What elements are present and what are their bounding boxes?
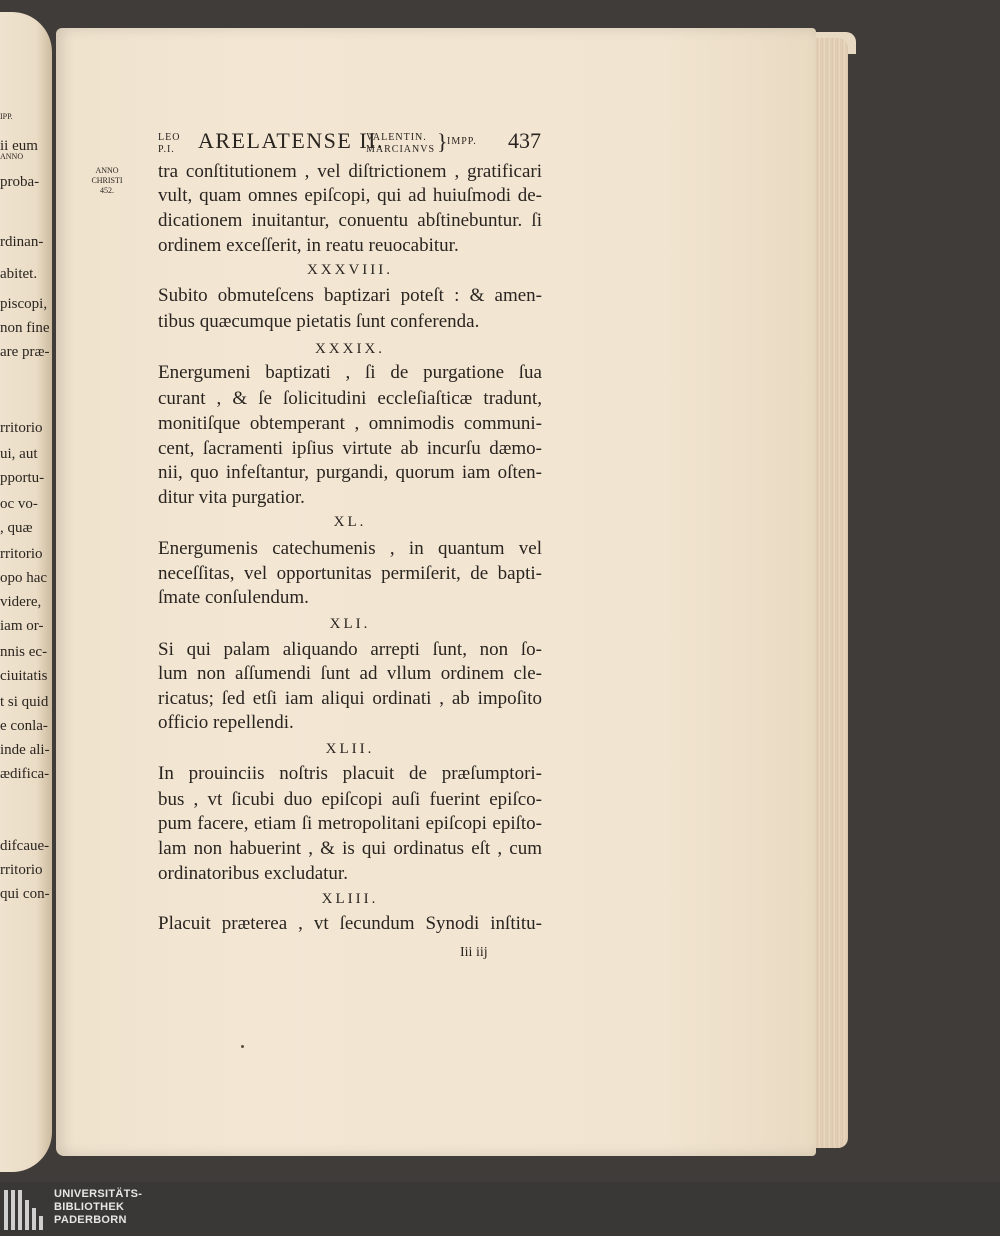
text-line: Energumeni baptizati , ſi de purgatione ſua [158,362,542,383]
text-line: officio repellendi. [158,712,294,733]
text-line: lam non habuerint , & is qui ordinatus eſt , cum [158,838,542,859]
header-brace: } [437,129,448,154]
left-page-text-fragment: ui, aut [0,446,38,462]
header-emperors [366,132,435,156]
left-page-text-fragment: ii eum [0,138,38,154]
paper-speck [241,1045,244,1048]
left-page-text-fragment: inde ali- [0,742,50,758]
header-leo: LEO [158,132,181,143]
text-line: dicationem inuitantur, conuentu abſtinebuntur. ſi [158,210,542,231]
left-page-text-fragment: ædifica- [0,766,50,782]
text-line: In prouinciis noſtris placuit de præſumptori- [158,763,542,784]
signature-mark: Iii iij [460,945,488,960]
library-logo-icon [4,1190,50,1230]
footer-bar [0,1182,1000,1236]
text-line: Energumenis catechumenis , in quantum vel [158,538,542,559]
left-page-text-fragment: oc vo- [0,496,38,512]
library-name [54,1188,142,1227]
left-page-text-fragment: non fine [0,320,50,336]
canon-number-heading: XL. [333,514,367,530]
left-page-text-fragment: IPP. [0,112,13,121]
left-page-text-fragment: difcaue- [0,838,50,854]
left-page-text-fragment: videre, [0,594,42,610]
header-pi: P.I. [158,144,175,155]
text-line: pum facere, etiam ſi metropolitani epiſcopi epiſto- [158,813,542,834]
left-page-text-fragment: rritorio [0,420,43,436]
running-header [158,128,542,158]
text-line: cent, ſacramenti ipſius virtute ab incurſu dæmo- [158,438,542,459]
page-number: 437 [508,128,541,153]
left-page-text-fragment: pportu- [0,470,45,486]
left-page-text-fragment: piscopi, [0,296,48,312]
margin-note-anno: ANNO [95,166,119,175]
margin-note-year [84,166,130,196]
left-page-text-fragment: qui con- [0,886,50,902]
text-line: Si qui palam aliquando arrepti ſunt, non ſo- [158,639,542,660]
left-page-text-fragment: rritorio [0,862,43,878]
left-page-fragment [0,12,52,1172]
text-line: Subito obmuteſcens baptizari poteſt : & amen- [158,285,542,306]
text-line: Placuit præterea , vt ſecundum Synodi inſtitu- [158,913,542,934]
left-page-text-fragment: ANNO [0,152,24,161]
header-impp: IMPP. [447,136,477,147]
left-page-text-fragment: opo hac [0,570,48,586]
text-line: monitiſque obtemperant , omnimodis communi- [158,413,542,434]
left-page-text-fragment: , quæ [0,520,33,536]
margin-note-christi: CHRISTI [91,176,123,185]
text-line: lum non aſſumendi ſunt ad vllum ordinem cle- [158,663,542,684]
library-name-line1: UNIVERSITÄTS- [54,1188,143,1200]
canon-number-heading: XLI. [329,616,371,632]
text-line: ordinatoribus excludatur. [158,863,348,884]
header-marcianus: MARCIANVS [366,144,436,155]
left-page-text-fragment: e conla- [0,718,48,734]
header-council-title: ARELATENSE II. [198,128,384,153]
text-line: ordinem exceſſerit, in reatu reuocabitur. [158,235,459,256]
left-page-text-fragment: abitet. [0,266,38,282]
text-line: vult, quam omnes epiſcopi, qui ad huiuſmodi de- [158,185,542,206]
library-name-line2: BIBLIOTHEK [54,1201,125,1213]
canon-number-heading: XXXIX. [314,341,386,357]
left-page-text-fragment: iam or- [0,618,44,634]
text-line: neceſſitas, vel opportunitas permiſerit, de bapti- [158,563,542,584]
text-line: tibus quæcumque pietatis ſunt conferenda. [158,311,480,332]
text-line: ditur vita purgatior. [158,487,305,508]
header-pope [158,132,180,156]
left-page-text-fragment: ciuitatis [0,668,48,684]
text-line: bus , vt ſicubi duo epiſcopi auſi fuerint epiſco- [158,789,542,810]
canon-number-heading: XXXVIII. [306,262,394,278]
text-line: ricatus; ſed etſi iam aliqui ordinati , ab impoſito [158,688,542,709]
left-page-text-fragment: are præ- [0,344,50,360]
header-valentin: VALENTIN. [366,132,427,143]
left-page-text-fragment: t si quid [0,694,49,710]
canon-number-heading: XLIII. [321,891,379,907]
left-page-text-fragment: nnis ec- [0,644,48,660]
left-page-text-fragment: proba- [0,174,40,190]
text-line: curant , & ſe ſolicitudini eccleſiaſticæ tradunt, [158,388,542,409]
left-page-text-fragment: rritorio [0,546,43,562]
canon-number-heading: XLII. [325,741,375,757]
margin-note-year-number: 452. [100,186,114,195]
text-line: ſmate conſulendum. [158,587,309,608]
library-name-line3: PADERBORN [54,1214,127,1226]
left-page-text-fragment: rdinan- [0,234,44,250]
text-line: tra conſtitutionem , vel diſtrictionem , gratificari [158,161,542,182]
text-line: nii, quo infeſtantur, purgandi, quorum iam oſten- [158,462,542,483]
